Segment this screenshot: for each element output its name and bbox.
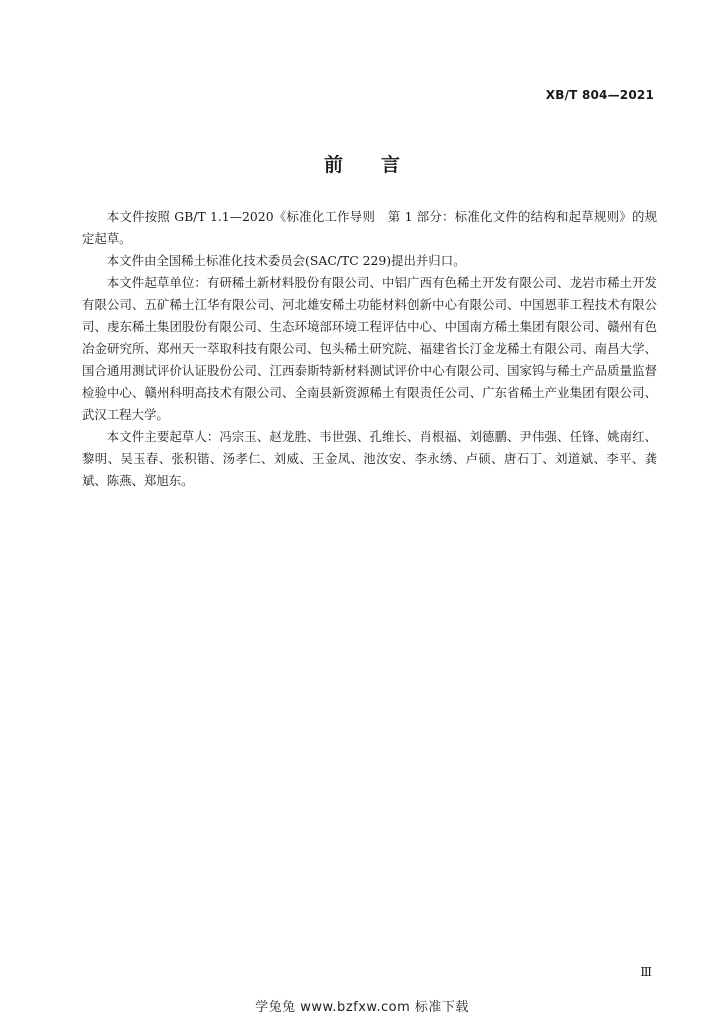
paragraph-drafting-units: 本文件起草单位：有研稀土新材料股份有限公司、中铝广西有色稀土开发有限公司、龙岩市稀土开发有限公司、五矿稀土江华有限公司、河北雄安稀土功能材料创新中心有限公司、中国恩菲工程技术有限公司、虔东稀土集团股份有限公司、生态环境部环境工程评估中心、中国南方稀土集团有限公司、赣州有色冶金研究所、郑州天一萃取科技有限公司、包头稀土研究院、福建省长汀金龙稀土有限公司、南昌大学、国合通用测试评价认证股份公司、江西泰斯特新材料测试评价中心有限公司、国家钨与稀土产品质量监督检验中心、赣州科明高技术有限公司、全南县新资源稀土有限责任公司、广东省稀土产业集团有限公司、武汉工程大学。 <box>82 275 657 422</box>
paragraph-proposer: 本文件由全国稀土标准化技术委员会(SAC/TC 229)提出并归口。 <box>106 253 466 268</box>
footer-watermark: 学兔兔 www.bzfxw.com 标准下载 <box>255 1000 469 1015</box>
page-title: 前言 <box>323 154 438 176</box>
standard-number: XB/T 804—2021 <box>545 88 654 102</box>
page-number: Ⅲ <box>640 965 652 979</box>
paragraph-drafting-rules: 本文件按照 GB/T 1.1—2020《标准化工作导则 第 1 部分：标准化文件的结构和起草规则》的规定起草。 <box>82 209 657 246</box>
paragraph-main-drafters: 本文件主要起草人：冯宗玉、赵龙胜、韦世强、孔维长、肖根福、刘德鹏、尹伟强、任锋、姚南红、黎明、吴玉春、张积锴、汤孝仁、刘威、王金凤、池汝安、李永绣、卢硕、唐石丁、刘道斌、李平、龚斌、陈燕、郑旭东。 <box>82 429 657 488</box>
foreword-body <box>82 206 657 492</box>
